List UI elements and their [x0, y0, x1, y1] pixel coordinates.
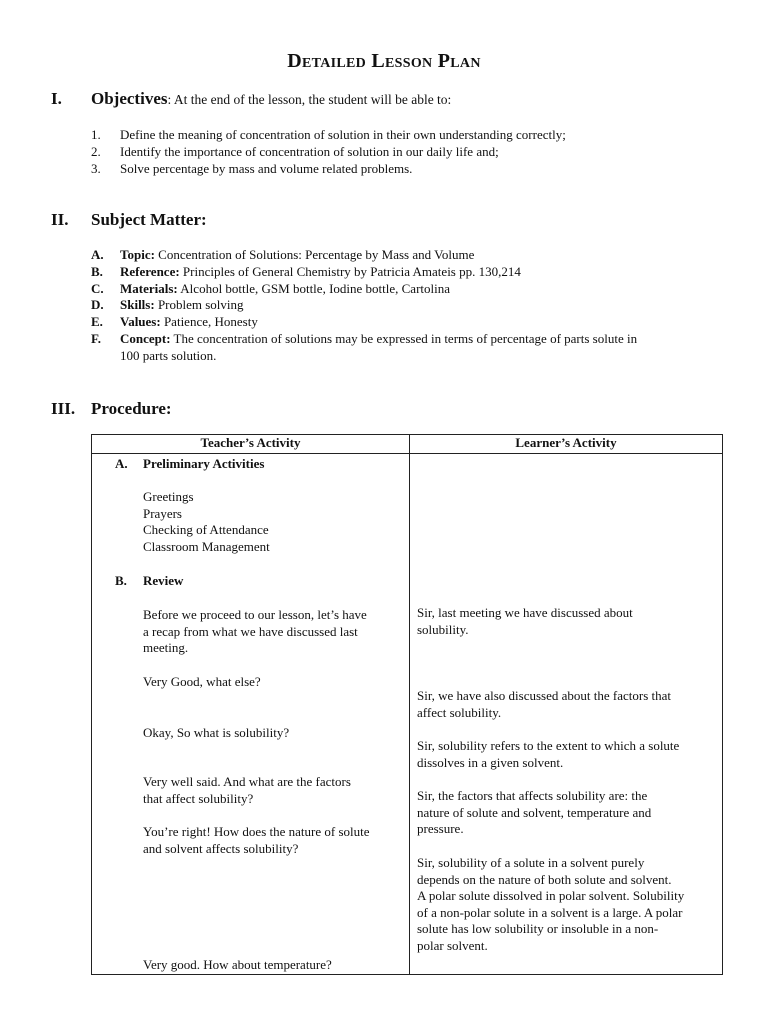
teacher-line: Okay, So what is solubility?: [143, 725, 290, 740]
teacher-line: Before we proceed to our lesson, let’s have a recap from what we have discussed last meeting.: [143, 607, 367, 656]
list-item: D. Skills: Problem solving: [91, 297, 244, 313]
list-item: E. Values: Patience, Honesty: [91, 314, 258, 330]
learner-line: Sir, we have also discussed about the factors that affect solubility.: [417, 688, 671, 720]
objectives-heading: Objectives: At the end of the lesson, the student will be able to:: [91, 89, 452, 108]
preliminary-activities-title: A. Preliminary Activities: [115, 456, 265, 471]
subject-matter-list: [91, 247, 716, 365]
objectives-list: [91, 127, 566, 177]
procedure-table: [91, 434, 723, 975]
table-header-row: [92, 435, 723, 454]
learner-line: Sir, the factors that affects solubility are: the nature of solute and solvent, temperature and pressure.: [417, 788, 652, 837]
teacher-activity-header: Teacher’s Activity: [92, 435, 410, 454]
learner-activity-cell: [410, 454, 723, 975]
learner-line: Sir, solubility of a solute in a solvent purely depends on the nature of both solute and solvent. A polar solute dissolved in polar solvent. Solubility of a non-polar solute in a solvent is a large. A polar solute has low solubility or insoluble in a non- polar solvent.: [417, 855, 685, 953]
teacher-line: Very good. How about temperature?: [143, 957, 332, 972]
list-item: A. Topic: Concentration of Solutions: Percentage by Mass and Volume: [91, 247, 475, 262]
list-item: Greetings: [143, 489, 194, 504]
list-item: F. Concept: The concentration of solutions may be expressed in terms of percentage of parts solute in 100 parts solution.: [91, 330, 638, 363]
list-item: 3. Solve percentage by mass and volume related problems.: [91, 160, 413, 176]
document-title: Detailed Lesson Plan: [287, 50, 481, 72]
list-item: 1. Define the meaning of concentration of solution in their own understanding correctly;: [91, 127, 566, 142]
teacher-activity-cell: [92, 454, 410, 975]
list-item: B. Reference: Principles of General Chemistry by Patricia Amateis pp. 130,214: [91, 263, 521, 279]
teacher-line: Very Good, what else?: [143, 674, 261, 689]
list-item: C. Materials: Alcohol bottle, GSM bottle, Iodine bottle, Cartolina: [91, 280, 451, 296]
section-number-subject-matter: II.: [51, 210, 69, 229]
teacher-line: You’re right! How does the nature of solute and solvent affects solubility?: [143, 824, 370, 856]
section-number-objectives: I.: [51, 89, 62, 108]
list-item: Checking of Attendance: [143, 522, 269, 538]
learner-line: Sir, last meeting we have discussed about solubility.: [417, 605, 633, 637]
section-number-procedure: III.: [51, 399, 76, 418]
learner-line: Sir, solubility refers to the extent to which a solute dissolves in a given solvent.: [417, 738, 680, 770]
list-item: Prayers: [143, 505, 182, 521]
learner-activity-header: Learner’s Activity: [410, 435, 723, 454]
subject-matter-heading: Subject Matter:: [91, 210, 207, 229]
list-item: Classroom Management: [143, 538, 270, 554]
list-item: 2. Identify the importance of concentration of solution in our daily life and;: [91, 143, 499, 159]
review-title: B. Review: [115, 573, 184, 588]
teacher-line: Very well said. And what are the factors that affect solubility?: [143, 774, 351, 806]
table-row: [92, 454, 723, 975]
procedure-heading: Procedure:: [91, 399, 172, 418]
preliminary-activities-list: [143, 489, 270, 555]
